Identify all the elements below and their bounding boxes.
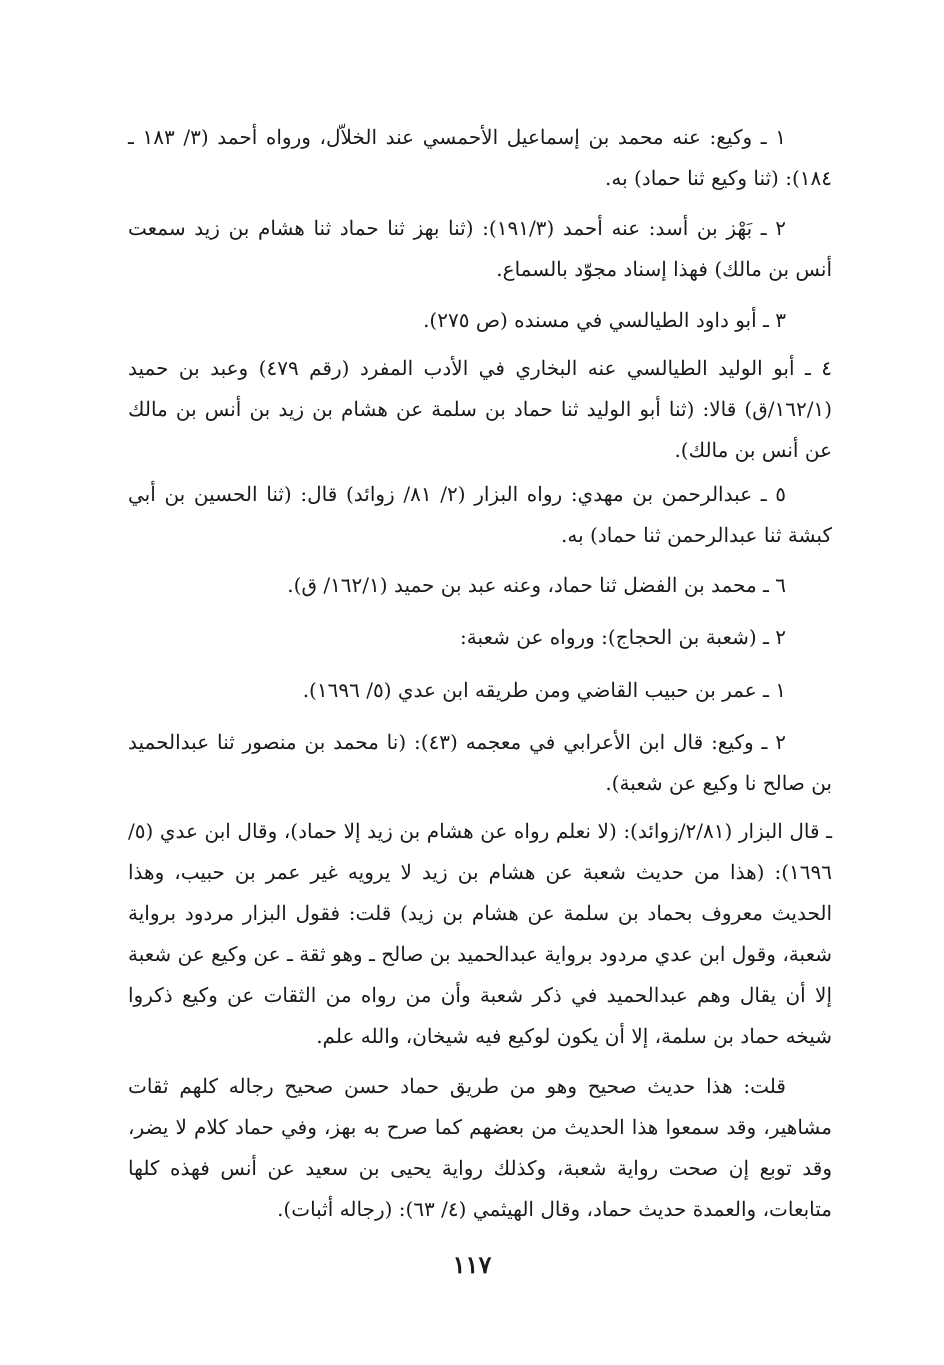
paragraph-4: ٤ ـ أبو الوليد الطيالسي عنه البخاري في الأدب المفرد (رقم ٤٧٩) وعبد بن حميد (١٦٢/١/ق) قالا: (ثنا أبو الوليد ثنا حماد بن سلمة عن هشام بن زيد بن أنس بن مالك عن أنس بن مالك).: [128, 356, 833, 462]
paragraph-10: قلت: هذا حديث صحيح وهو من طريق حماد حسن صحيح رجاله كلهم ثقات مشاهير، وقد سمعوا هذا الحديث من بعضهم كما صرح به بهز، وفي حماد كلام لا يضر، وقد توبع إن صحت رواية شعبة، وكذلك رواية يحيى بن سعيد عن أنس فهذه كلها متابعات، والعمدة حديث حماد، وقال الهيثمي (٤/ ٦٣): (رجاله أثبات).: [128, 1074, 832, 1221]
paragraph-7: ١ ـ عمر بن حبيب القاضي ومن طريقه ابن عدي (٥/ ١٦٩٦).: [302, 678, 786, 702]
paragraph-9: ـ قال البزار (٢/٨١/زوائد): (لا نعلم رواه عن هشام بن زيد إلا حماد)، وقال ابن عدي (٥/ ١٦٩٦): (هذا من حديث شعبة عن هشام بن زيد لا يرويه غير عمر بن حبيب، وهذا الحديث معروف بحماد بن سلمة عن هشام بن زيد) قلت: فقول البزار مردود برواية شعبة، وقول ابن عدي مردود برواية عبدالحميد بن صالح ـ وهو ثقة ـ عن وكيع عن شعبة إلا أن يقال وهم عبدالحميد في ذكر شعبة وأن من رواه من الثقات عن وكيع ذكروا شيخه حماد بن سلمة، إلا أن يكون لوكيع فيه شيخان، والله علم.: [128, 819, 832, 1048]
paragraph-2: ٢ ـ بَهْز بن أسد: عنه أحمد (١٩١/٣): (ثنا بهز ثنا حماد ثنا هشام بن زيد سمعت أنس بن مالك) فهذا إسناد مجوّد بالسماع.: [128, 216, 832, 281]
section-heading-shuba: ٢ ـ (شعبة بن الحجاج): ورواه عن شعبة:: [460, 625, 786, 649]
page-number: ١١٧: [452, 1250, 492, 1279]
paragraph-1: ١ ـ وكيع: عنه محمد بن إسماعيل الأحمسي عند الخلاّل، ورواه أحمد (٣/ ١٨٣ ـ ١٨٤): (ثنا وكيع ثنا حماد) به.: [128, 125, 832, 190]
paragraph-5: ٥ ـ عبدالرحمن بن مهدي: رواه البزار (٢/ ٨١/ زوائد) قال: (ثنا الحسين بن أبي كبشة ثنا عبدالرحمن ثنا حماد) به.: [128, 482, 832, 547]
paragraph-3: ٣ ـ أبو داود الطيالسي في مسنده (ص ٢٧٥).: [423, 308, 786, 332]
paragraph-8: ٢ ـ وكيع: قال ابن الأعرابي في معجمه (٤٣): (نا محمد بن منصور ثنا عبدالحميد بن صالح نا وكيع عن شعبة).: [128, 730, 832, 795]
paragraph-6: ٦ ـ محمد بن الفضل ثنا حماد، وعنه عبد بن حميد (١٦٢/١/ ق).: [287, 573, 786, 597]
